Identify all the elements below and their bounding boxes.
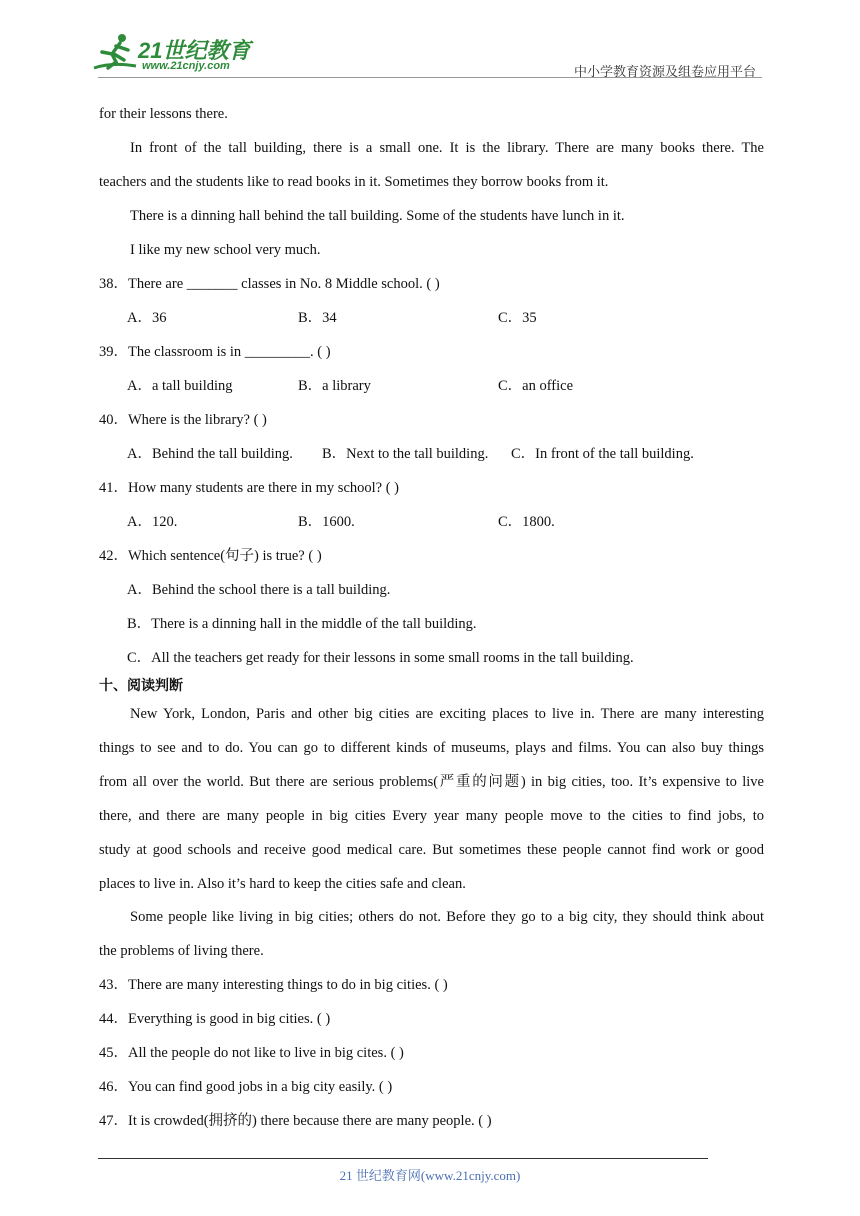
question-38-option-b[interactable]: B．34 [298, 310, 337, 326]
question-38-stem: 38．There are _______ classes in No. 8 Middle school. ( ) [99, 276, 440, 292]
section-title: 十、阅读判断 [99, 678, 183, 694]
passage-line: There is a dinning hall behind the tall building. Some of the students have lunch in it. [130, 208, 625, 224]
site-logo[interactable] [92, 32, 262, 78]
question-42-option-b[interactable]: B．There is a dinning hall in the middle of the tall building. [127, 616, 477, 632]
logo-url: www.21cnjy.com [142, 60, 230, 72]
question-39-option-c[interactable]: C．an office [498, 378, 574, 394]
judgement-47: 47．It is crowded(拥挤的) there because there are many people. ( ) [99, 1113, 492, 1129]
header-divider [98, 77, 762, 78]
question-41-option-b[interactable]: B．1600. [298, 514, 355, 530]
passage-line: from all over the world. But there are serious problems(严重的问题) in big cities, too. It’s expensive to live [99, 774, 764, 790]
passage-line: teachers and the students like to read books in it. Sometimes they borrow books from it. [99, 174, 609, 190]
passage-line: New York, London, Paris and other big cities are exciting places to live in. There are many interesting [130, 706, 764, 722]
passage-line: study at good schools and receive good medical care. But sometimes these people cannot find work or good [99, 842, 764, 858]
passage-line: Some people like living in big cities; others do not. Before they go to a big city, they should think about [130, 909, 764, 925]
question-40-option-c[interactable]: C．In front of the tall building. [511, 446, 694, 462]
question-42-stem: 42．Which sentence(句子) is true? ( ) [99, 548, 322, 564]
question-38-option-c[interactable]: C．35 [498, 310, 537, 326]
question-38-option-a[interactable]: A．36 [127, 310, 167, 326]
question-40-option-a[interactable]: A．Behind the tall building. [127, 446, 293, 462]
judgement-44: 44．Everything is good in big cities. ( ) [99, 1011, 331, 1027]
question-41-stem: 41．How many students are there in my school? ( ) [99, 480, 399, 496]
judgement-43: 43．There are many interesting things to do in big cities. ( ) [99, 977, 448, 993]
question-42-option-c[interactable]: C．All the teachers get ready for their lessons in some small rooms in the tall building. [127, 650, 634, 666]
passage-line: In front of the tall building, there is a small one. It is the library. There are many books there. The [130, 140, 764, 156]
judgement-45: 45．All the people do not like to live in big cites. ( ) [99, 1045, 404, 1061]
question-39-stem: 39．The classroom is in _________. ( ) [99, 344, 331, 360]
question-39-option-b[interactable]: B．a library [298, 378, 371, 394]
passage-line: I like my new school very much. [130, 242, 321, 258]
question-39-option-a[interactable]: A．a tall building [127, 378, 233, 394]
passage-line: the problems of living there. [99, 943, 264, 959]
footer-link[interactable]: 21 世纪教育网(www.21cnjy.com) [339, 1168, 521, 1183]
passage-line: things to see and to do. You can go to different kinds of museums, plays and films. You can also buy things [99, 740, 764, 756]
question-41-option-a[interactable]: A．120. [127, 514, 178, 530]
question-41-option-c[interactable]: C．1800. [498, 514, 555, 530]
question-42-option-a[interactable]: A．Behind the school there is a tall building. [127, 582, 391, 598]
logo-text: 21世纪教育 [138, 38, 251, 63]
page-header [0, 0, 860, 80]
runner-logo-icon [92, 32, 138, 74]
passage-line: places to live in. Also it’s hard to keep the cities safe and clean. [99, 876, 466, 892]
header-platform-text: 中小学教育资源及组卷应用平台 [573, 65, 756, 80]
judgement-46: 46．You can find good jobs in a big city easily. ( ) [99, 1079, 393, 1095]
footer-divider [98, 1158, 708, 1159]
question-40-stem: 40．Where is the library? ( ) [99, 412, 267, 428]
passage-line: for their lessons there. [99, 106, 228, 122]
question-40-option-b[interactable]: B．Next to the tall building. [322, 446, 489, 462]
passage-line: there, and there are many people in big cities Every year many people move to the cities to find jobs, to [99, 808, 764, 824]
